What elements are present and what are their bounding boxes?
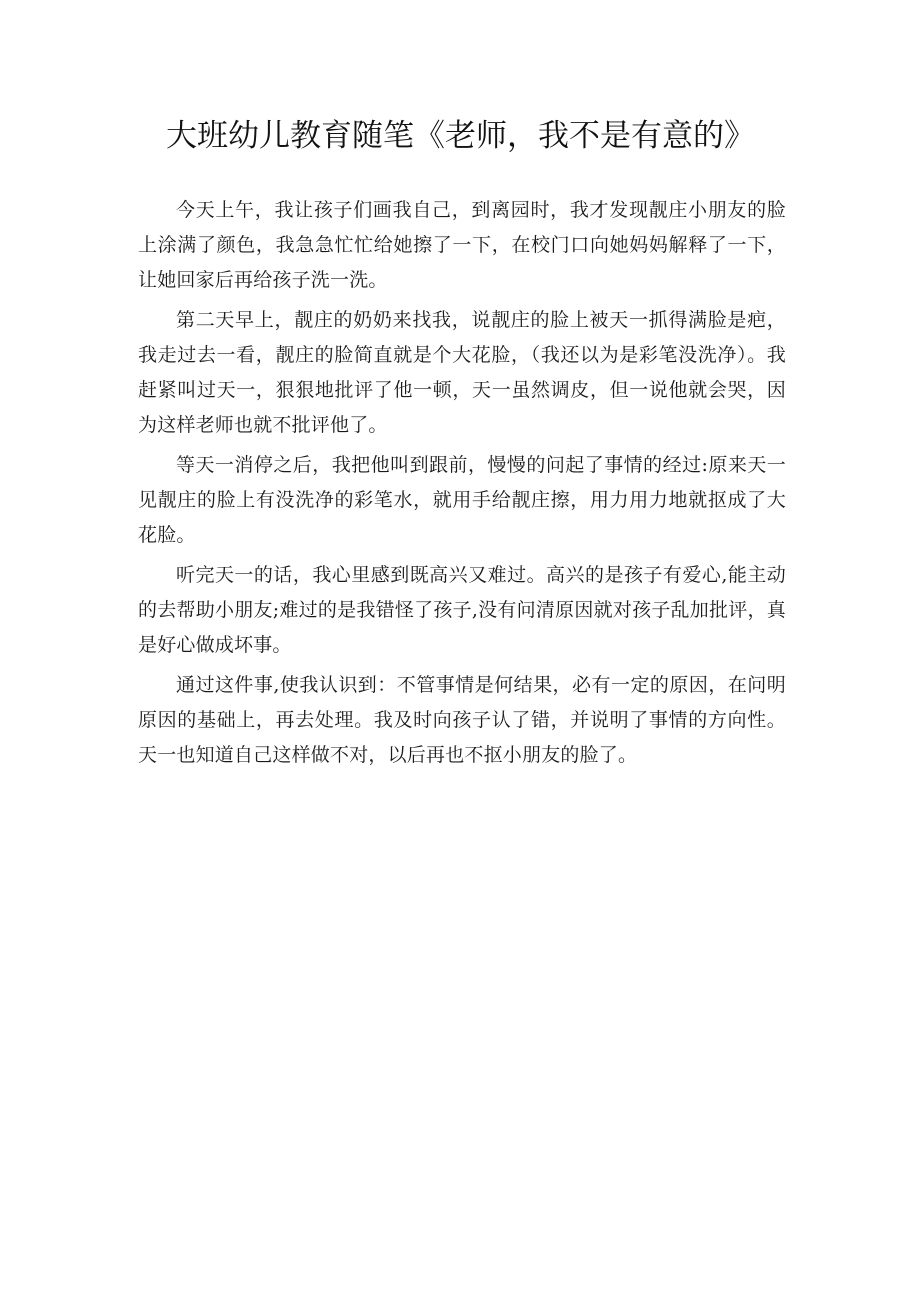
paragraph-5: 通过这件事,使我认识到：不管事情是何结果，必有一定的原因，在问明原因的基础上，再去处理。我及时向孩子认了错，并说明了事情的方向性。天一也知道自己这样做不对，以后再也不抠小朋友的脸了。 bbox=[138, 674, 786, 766]
paragraph-2: 第二天早上，靓庄的奶奶来找我，说靓庄的脸上被天一抓得满脸是疤，我走过去一看，靓庄的脸简直就是个大花脸，（我还以为是彩笔没洗净）。我赶紧叫过天一，狠狠地批评了他一顿，天一虽然调皮，但一说他就会哭，因为这样老师也就不批评他了。 bbox=[138, 309, 786, 436]
document-title: 大班幼儿教育随笔《老师，我不是有意的》 bbox=[166, 118, 755, 154]
document-body bbox=[138, 193, 786, 778]
paragraph-3: 等天一消停之后，我把他叫到跟前，慢慢的问起了事情的经过:原来天一见靓庄的脸上有没洗净的彩笔水，就用手给靓庄擦，用力用力地就抠成了大花脸。 bbox=[138, 454, 786, 546]
paragraph-1: 今天上午，我让孩子们画我自己，到离园时，我才发现靓庄小朋友的脸上涂满了颜色，我急急忙忙给她擦了一下，在校门口向她妈妈解释了一下，让她回家后再给孩子洗一洗。 bbox=[138, 199, 786, 291]
paragraph-4: 听完天一的话，我心里感到既高兴又难过。高兴的是孩子有爱心,能主动的去帮助小朋友;难过的是我错怪了孩子,没有问清原因就对孩子乱加批评，真是好心做成坏事。 bbox=[138, 564, 786, 656]
